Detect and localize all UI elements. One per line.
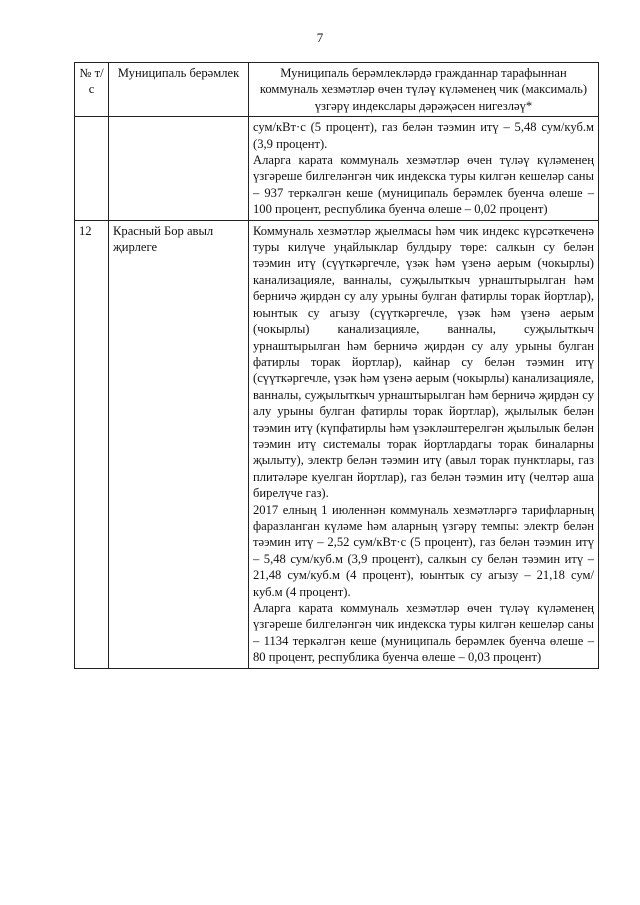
table-row (75, 117, 599, 220)
row-municipality: Красный Бор авыл җирлеге (109, 220, 249, 668)
row-justification (249, 220, 599, 668)
header-municipality: Муниципаль берәмлек (109, 63, 249, 117)
paragraph: 2017 елның 1 июленнән коммуналь хезмәтләргә тарифларның фаразланган күләме һәм аларның үзгәрү темпы: электр белән тәэмин итү – 2,52 сум/кВт·с (5 процент), газ белән тәэмин итү – 5,48 сум/куб.м (3,9 процент), салкын су белән тәэмин итү – 21,48 сум/куб.м (4 процент), юынтык су агызу – 21,18 сум/куб.м (4 процент). (253, 502, 594, 599)
row-number: 12 (75, 220, 109, 668)
row-municipality (109, 117, 249, 220)
table-row (75, 220, 599, 668)
paragraph: Коммуналь хезмәтләр җыелмасы һәм чик индекс күрсәткеченә туры килүче уңайлыклар булдыру төре: салкын су белән тәэмин итү (сүүткәргечле, үзәк һәм үзенә аерым (чокырлы) канализацияле, ванналы, суҗылыткыч урнаштырылган һәм берничә җирдән су алу урыны булган фатирлы торак йортлар), юынтык су агызу (сүүткәргечле, үзәк һәм үзенә аерым (чокырлы) канализацияле, ванналы, суҗылыткыч урнаштырылган һәм берничә җирдән су алу урыны булган фатирлы торак йортлар), кайнар су белән тәэмин итү (сүүткәргечле, үзәк һәм үзенә аерым (чокырлы) канализацияле, ванналы, суҗылыткыч урнаштырылган һәм берничә җирдән су алу урыны булган фатирлы торак йортлар), җылылык белән тәэмин итү (күпфатирлы һәм үзәкләштерелгән җылылык белән тәэмин итү системалы торак йортлардагы торак биналарны җылыту), электр белән тәэмин итү (авыл торак пунктлары, газ плитәләре куелган йортлар), газ белән тәэмин итү (челтәр аша бирелүче газ). (253, 223, 594, 501)
header-index-justification: Муниципаль берәмлекләрдә гражданнар тарафыннан коммуналь хезмәтләр өчен түләү күләменең чик (максималь) үзгәрү индекслары дәрәҗәсен нигезләү* (249, 63, 599, 117)
paragraph: сум/кВт·с (5 процент), газ белән тәэмин итү – 5,48 сум/куб.м (3,9 процент). (253, 120, 594, 151)
page-number: 7 (316, 30, 324, 45)
row-justification (249, 117, 599, 220)
tariff-index-table (74, 62, 599, 669)
paragraph: Аларга карата коммуналь хезмәтләр өчен түләү күләменең үзгәреше билгеләнгән чик индекска туры килгән кешеләр саны – 937 теркәлгән кеше (муниципаль берәмлек буенча өлеше – 100 процент, республика буенча өлеше – 0,02 процент) (253, 153, 594, 217)
paragraph: Аларга карата коммуналь хезмәтләр өчен түләү күләменең үзгәреше билгеләнгән чик индекска туры килгән кешеләр саны – 1134 теркәлгән кеше (муниципаль берәмлек буенча өлеше – 80 процент, республика буенча өлеше – 0,03 процент) (253, 601, 594, 665)
table-header-row (75, 63, 599, 117)
row-number (75, 117, 109, 220)
header-number: № т/с (75, 63, 109, 117)
